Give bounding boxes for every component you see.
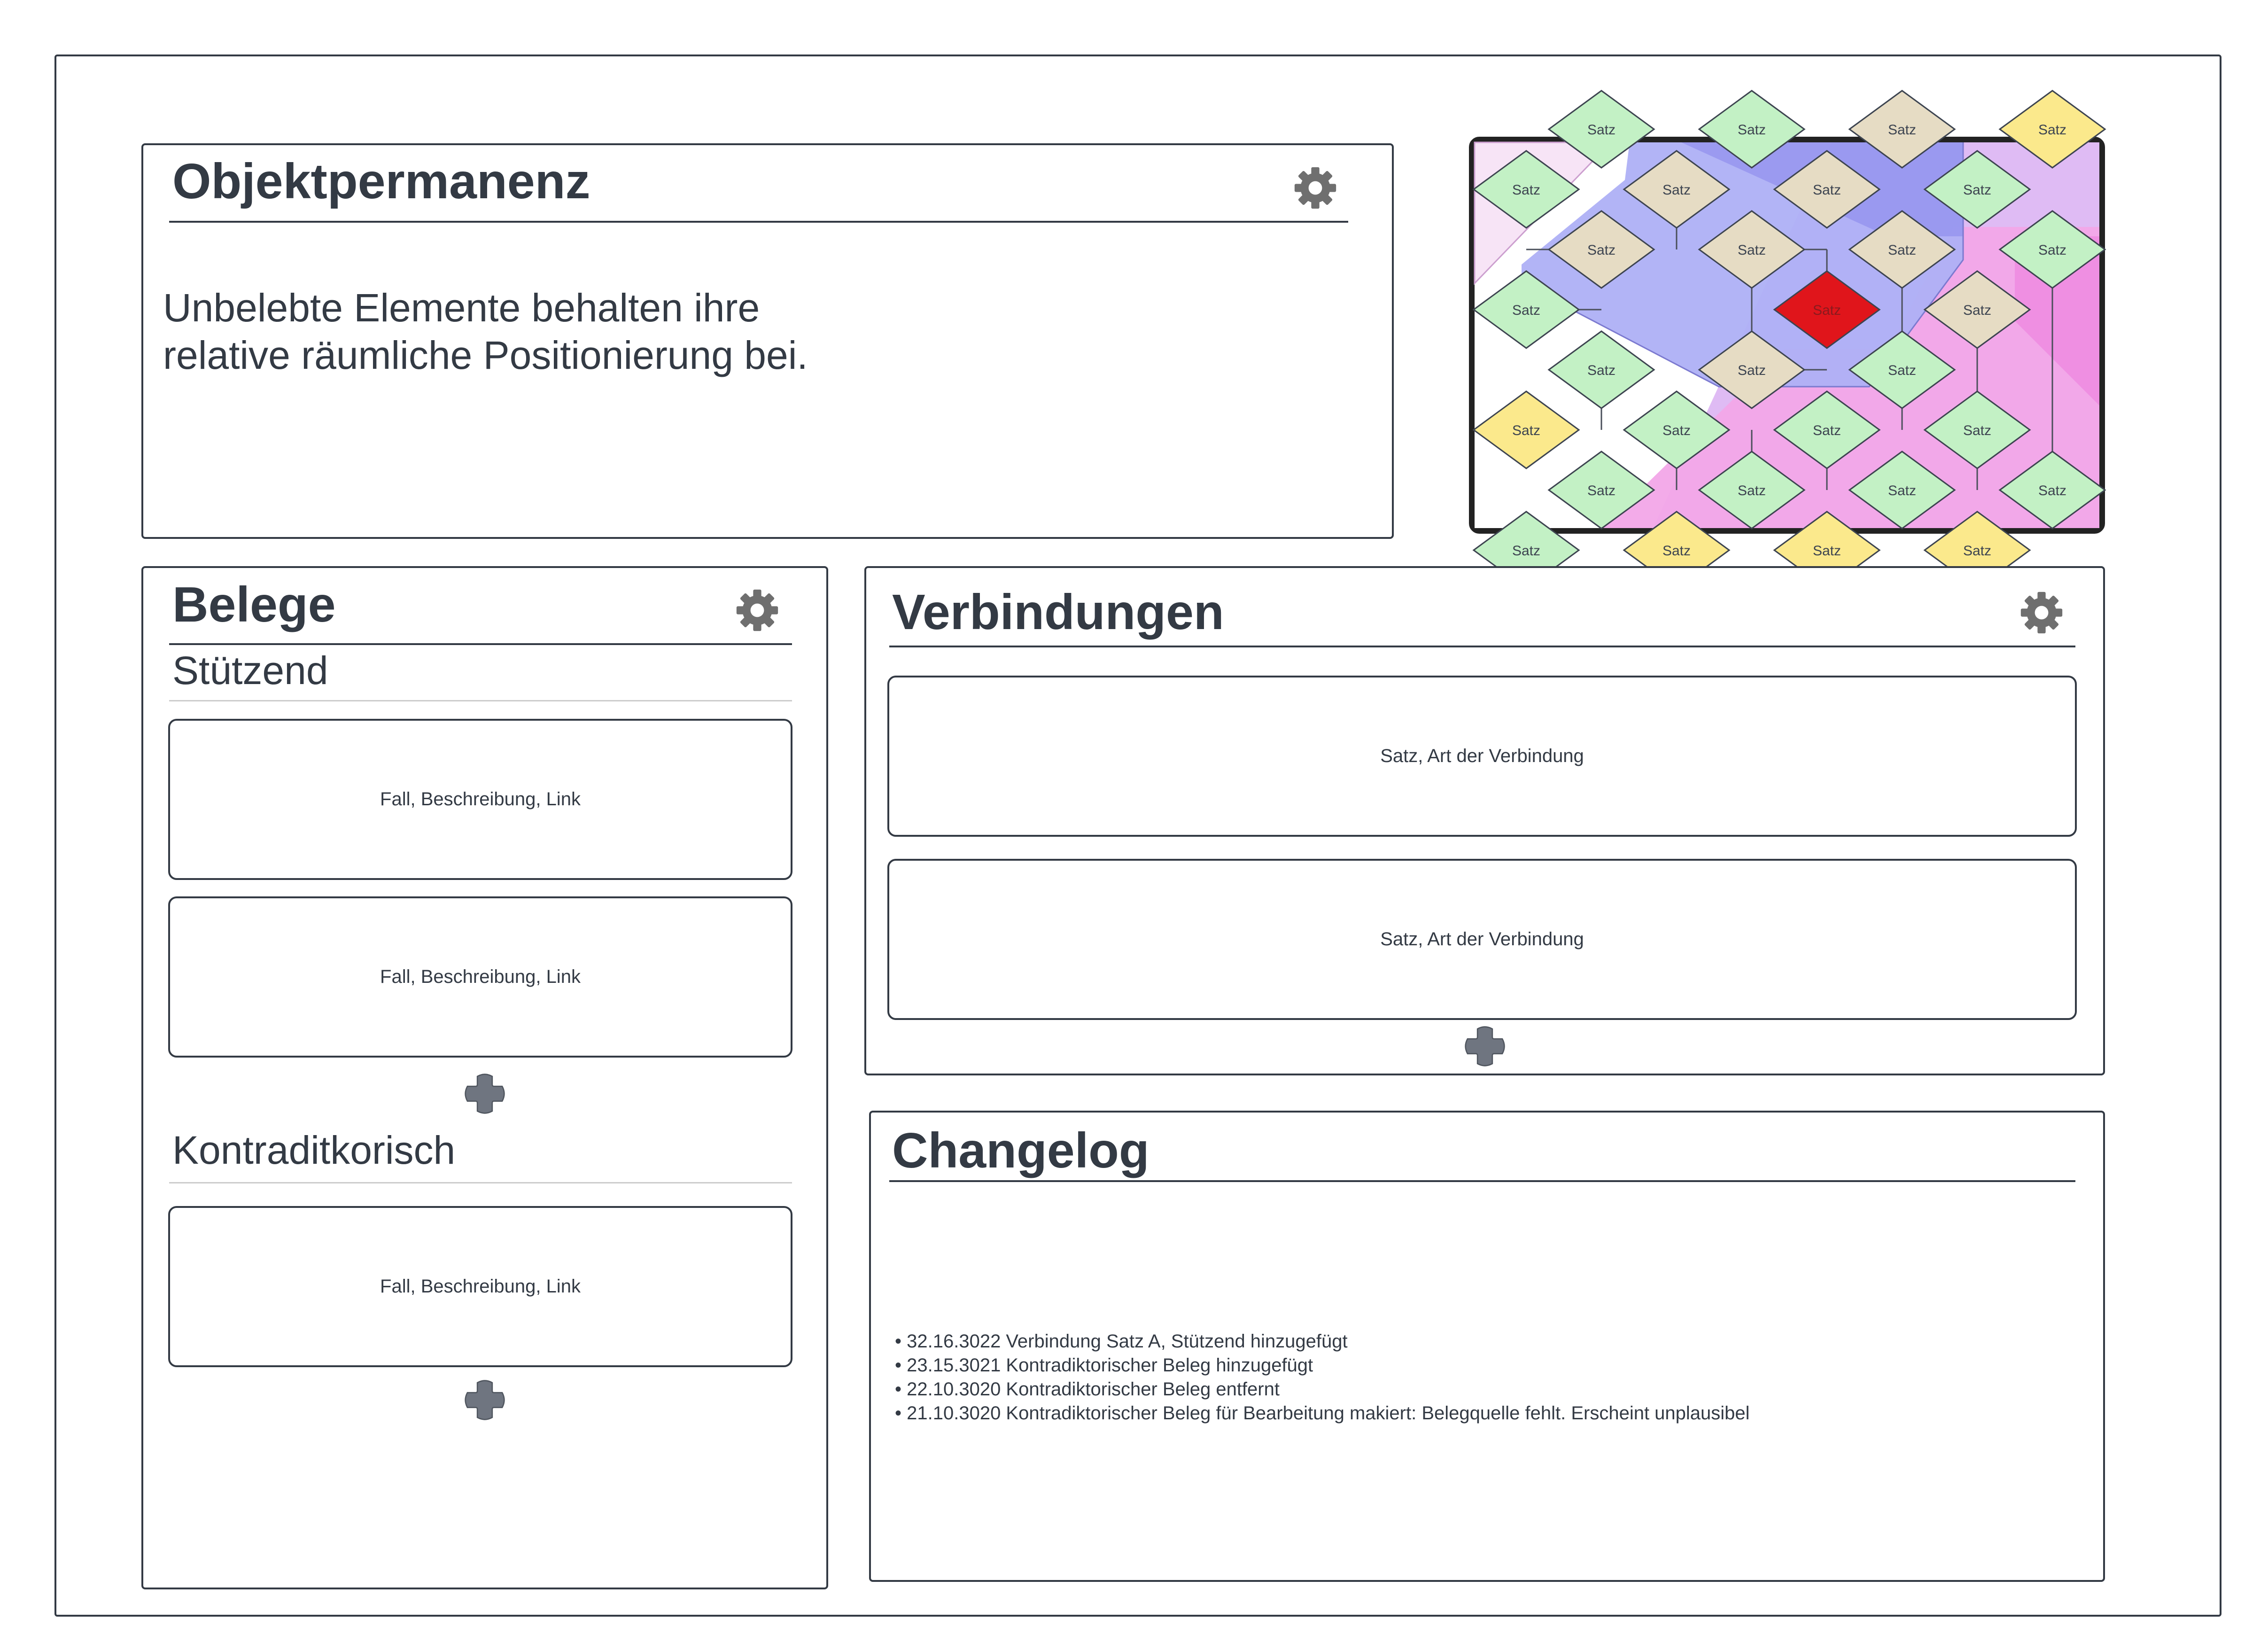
graph-node-label: Satz xyxy=(1812,423,1841,438)
graph-node-label: Satz xyxy=(1963,543,1992,559)
graph-node-label: Satz xyxy=(1587,363,1616,378)
objektpermanenz-description xyxy=(163,284,1009,379)
graph-node-label: Satz xyxy=(1662,182,1691,198)
graph-node-label: Satz xyxy=(1887,483,1917,498)
graph-node-label: Satz xyxy=(1737,363,1766,378)
stuetzend-divider xyxy=(169,700,792,701)
changelog-entry: • 22.10.3020 Kontradiktorischer Beleg entfernt xyxy=(895,1378,1750,1401)
graph-node-label: Satz xyxy=(1512,423,1541,438)
graph-thumbnail[interactable] xyxy=(1469,122,2105,559)
stuetzend-card-2[interactable]: Fall, Beschreibung, Link xyxy=(168,896,792,1058)
objektpermanenz-gear-icon[interactable] xyxy=(1293,165,1338,210)
description-line-2: relative räumliche Positionierung bei. xyxy=(163,333,808,377)
graph-node-label: Satz xyxy=(1587,122,1616,138)
graph-node-label: Satz xyxy=(1887,122,1917,138)
graph-node-label: Satz xyxy=(1662,423,1691,438)
graph-node-label: Satz xyxy=(1812,543,1841,559)
belege-divider xyxy=(169,643,792,645)
add-verbindung-button[interactable] xyxy=(1464,1026,1506,1067)
graph-node-label: Satz xyxy=(1737,242,1766,258)
add-stuetzend-button[interactable] xyxy=(464,1073,505,1114)
add-kontra-button[interactable] xyxy=(464,1379,505,1421)
verbindungen-title: Verbindungen xyxy=(892,584,1224,640)
kontra-divider xyxy=(169,1182,792,1183)
verbindung-card-2[interactable]: Satz, Art der Verbindung xyxy=(887,859,2077,1020)
graph-node-label: Satz xyxy=(1963,423,1992,438)
graph-node-label: Satz xyxy=(1737,483,1766,498)
graph-node-label: Satz xyxy=(1662,543,1691,559)
graph-node-label: Satz xyxy=(1587,483,1616,498)
changelog-divider xyxy=(889,1180,2075,1182)
graph-node-label: Satz xyxy=(1887,242,1917,258)
objektpermanenz-divider xyxy=(169,221,1348,223)
belege-gear-icon[interactable] xyxy=(735,588,780,633)
changelog-entry: • 32.16.3022 Verbindung Satz A, Stützend hinzugefügt xyxy=(895,1330,1750,1354)
changelog-entry: • 23.15.3021 Kontradiktorischer Beleg hinzugefügt xyxy=(895,1354,1750,1378)
graph-node-label: Satz xyxy=(1737,122,1766,138)
graph-node-label: Satz xyxy=(2038,122,2067,138)
page-title: Objektpermanenz xyxy=(172,154,590,209)
changelog-list xyxy=(895,1330,1750,1425)
kontra-heading: Kontraditkorisch xyxy=(172,1128,456,1172)
changelog-entry: • 21.10.3020 Kontradiktorischer Beleg für Bearbeitung makiert: Belegquelle fehlt. Erscheint unplausibel xyxy=(895,1401,1750,1425)
graph-node-label: Satz xyxy=(1512,543,1541,559)
graph-canvas[interactable] xyxy=(1475,122,2099,559)
graph-node-label: Satz xyxy=(1512,303,1541,318)
stuetzend-card-1[interactable]: Fall, Beschreibung, Link xyxy=(168,719,792,880)
description-line-1: Unbelebte Elemente behalten ihre xyxy=(163,286,760,330)
graph-node-label: Satz xyxy=(1963,182,1992,198)
verbindungen-divider xyxy=(889,646,2075,647)
graph-node-label: Satz xyxy=(2038,483,2067,498)
graph-node-label: Satz xyxy=(2038,242,2067,258)
stuetzend-heading: Stützend xyxy=(172,648,328,693)
graph-node-label: Satz xyxy=(1963,303,1992,318)
verbindung-card-1[interactable]: Satz, Art der Verbindung xyxy=(887,676,2077,837)
kontra-card-1[interactable]: Fall, Beschreibung, Link xyxy=(168,1206,792,1367)
graph-node-label: Satz xyxy=(1587,242,1616,258)
changelog-title: Changelog xyxy=(892,1123,1150,1178)
belege-title: Belege xyxy=(172,577,336,632)
graph-node-label: Satz xyxy=(1812,303,1841,318)
graph-node-label: Satz xyxy=(1887,363,1917,378)
graph-node-label: Satz xyxy=(1812,182,1841,198)
verbindungen-gear-icon[interactable] xyxy=(2019,590,2064,635)
graph-node-label: Satz xyxy=(1512,182,1541,198)
